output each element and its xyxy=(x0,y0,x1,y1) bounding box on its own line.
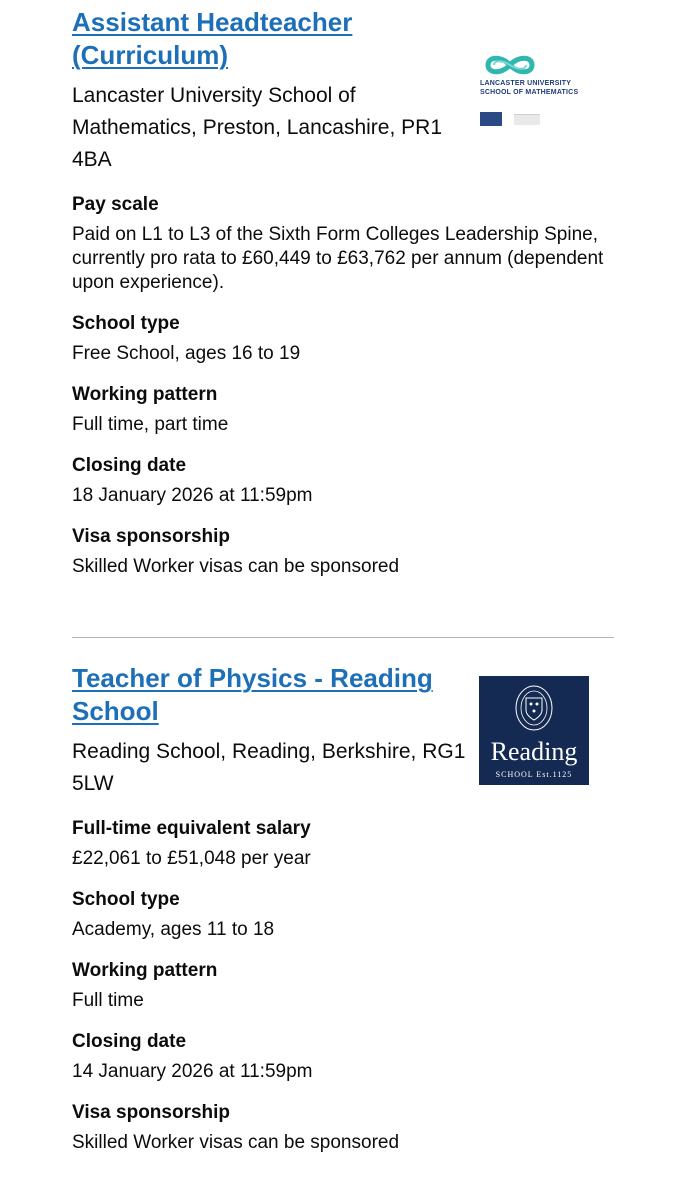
field-pay-scale xyxy=(72,191,614,295)
field-label: School type xyxy=(72,313,180,334)
partner-badge xyxy=(480,112,502,126)
job-title-link[interactable]: Assistant Headteacher (Curriculum) xyxy=(72,7,353,70)
logo-text-line-1: LANCASTER UNIVERSITY xyxy=(480,80,572,87)
field-visa-sponsorship xyxy=(72,1099,614,1155)
field-value: Skilled Worker visas can be sponsored xyxy=(72,1132,400,1153)
field-label: Working pattern xyxy=(72,960,218,981)
field-value: 18 January 2026 at 11:59pm xyxy=(72,485,313,506)
field-label: Visa sponsorship xyxy=(72,1102,231,1123)
job-title-link[interactable]: Teacher of Physics - Reading School xyxy=(72,663,433,726)
field-school-type xyxy=(72,310,614,366)
field-label: Full-time equivalent salary xyxy=(72,818,311,839)
logo-subtext: SCHOOL Est.1125 xyxy=(495,770,573,779)
partner-badge xyxy=(514,114,540,125)
field-value: Full time xyxy=(72,990,144,1011)
field-label: Closing date xyxy=(72,455,187,476)
field-value: Paid on L1 to L3 of the Sixth Form Colleges Leadership Spine, currently pro rata to £60,449 to £63,762 per annum (dependent upon experience). xyxy=(72,224,604,293)
job-address: Reading School, Reading, Berkshire, RG1 5LW xyxy=(72,740,466,795)
field-label: Pay scale xyxy=(72,194,159,215)
field-closing-date xyxy=(72,452,614,508)
field-value: £22,061 to £51,048 per year xyxy=(72,848,311,869)
reading-school-logo xyxy=(479,676,589,785)
field-visa-sponsorship xyxy=(72,523,614,579)
field-label: Working pattern xyxy=(72,384,218,405)
logo-wordmark: Reading xyxy=(490,737,578,766)
listing-divider xyxy=(72,637,614,638)
field-closing-date xyxy=(72,1028,614,1084)
field-value: Academy, ages 11 to 18 xyxy=(72,919,275,940)
school-crest-icon xyxy=(514,684,554,732)
field-working-pattern xyxy=(72,381,614,437)
job-address: Lancaster University School of Mathematics, Preston, Lancashire, PR1 4BA xyxy=(72,84,443,171)
field-label: Visa sponsorship xyxy=(72,526,231,547)
field-value: Free School, ages 16 to 19 xyxy=(72,343,301,364)
field-school-type xyxy=(72,886,614,942)
lancaster-university-school-of-mathematics-logo xyxy=(402,44,588,136)
field-label: School type xyxy=(72,889,180,910)
field-value: 14 January 2026 at 11:59pm xyxy=(72,1061,313,1082)
infinity-icon xyxy=(480,48,540,82)
logo-text-line-2: SCHOOL OF MATHEMATICS xyxy=(480,89,579,96)
field-value: Full time, part time xyxy=(72,414,229,435)
field-working-pattern xyxy=(72,957,614,1013)
field-value: Skilled Worker visas can be sponsored xyxy=(72,556,400,577)
field-label: Closing date xyxy=(72,1031,187,1052)
field-full-time-equivalent-salary xyxy=(72,815,614,871)
